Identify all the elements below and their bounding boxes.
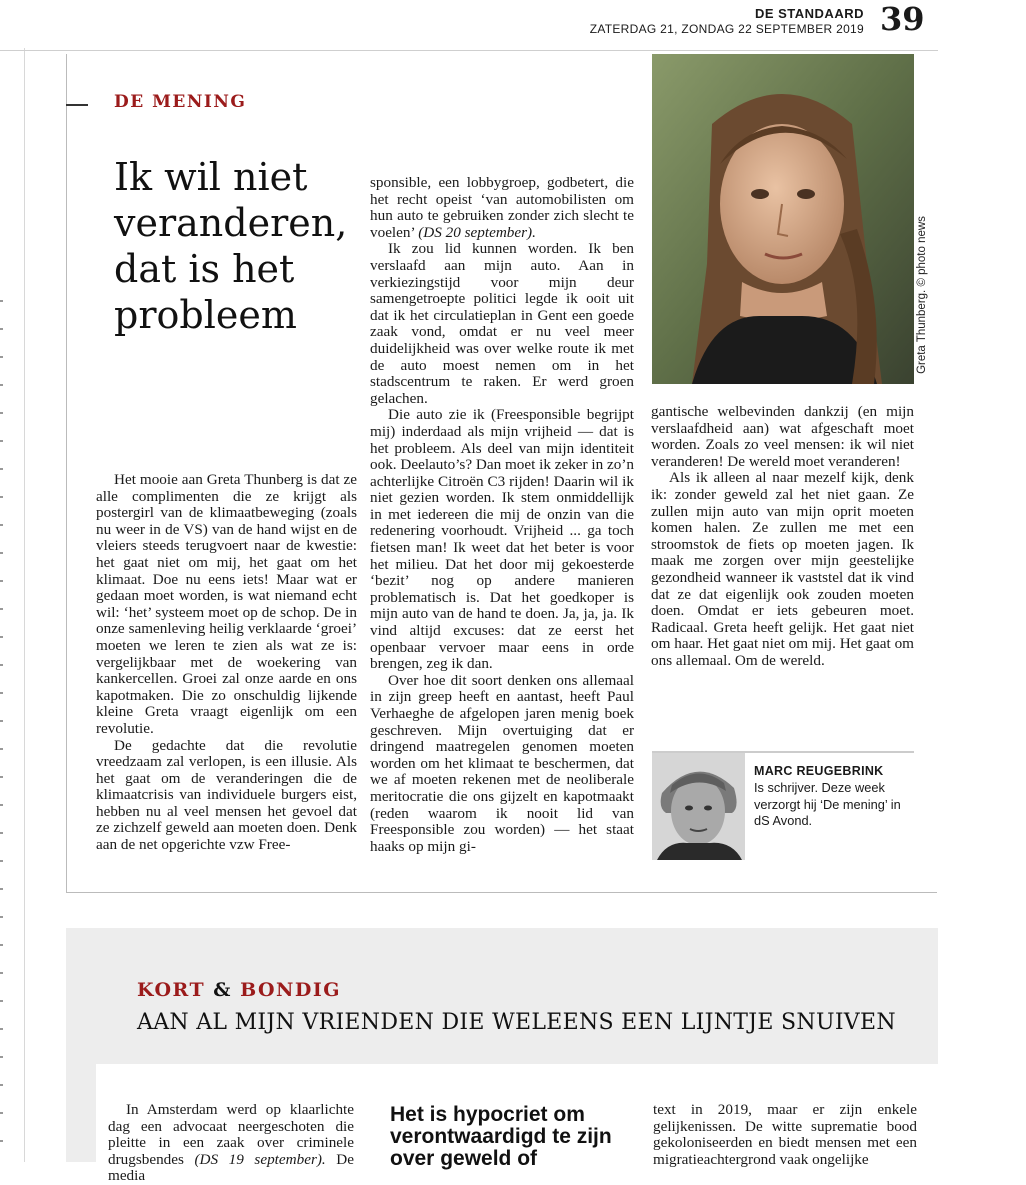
author-bio: Is schrijver. Deze week verzorgt hij ‘De mening’ in dS Avond. <box>754 780 901 828</box>
page-number: 39 <box>880 0 925 38</box>
masthead <box>590 6 864 36</box>
pull-quote: Het is hypocriet om verontwaardigd te zijn over geweld of <box>390 1103 612 1170</box>
kicker-word: BONDIG <box>240 979 341 1001</box>
kort-bondig-column-1 <box>108 1102 354 1185</box>
kicker-ampersand: & <box>213 979 232 1001</box>
article-kicker: DE MENING <box>114 92 247 112</box>
kicker-dash <box>66 104 88 106</box>
paragraph: Als ik alleen al naar mezelf kijk, denk ik: zonder geweld zal het niet gaan. Ze zullen mijn auto van mijn oprit moeten komen halen. Ze zullen me met een stroomstok de fiets op moeten jagen. Ik maak me zorgen over mijn geestelijke gezondheid wanneer ik vaststel dat ik vind dat ze dat eigenlijk ook zouden moeten doen. Omdat er iets gebeuren moet. Radicaal. Greta heeft gelijk. Het gaat niet om haar. Het gaat niet om mij. Het gaat om ons allemaal. Om de wereld. <box>651 469 914 669</box>
citation: (DS 19 september). <box>194 1150 326 1168</box>
article-column-3 <box>651 404 914 670</box>
kort-bondig-kicker <box>137 979 341 1001</box>
author-photo <box>652 753 745 860</box>
newspaper-name: DE STANDAARD <box>754 6 864 21</box>
kort-bondig-column-3: text in 2019, maar er zijn enkele gelijkenissen. De witte suprematie bood gekoloniseerden en biedt mensen met een migratieachtergrond vaak ongelijke <box>653 1101 917 1168</box>
issue-date: ZATERDAG 21, ZONDAG 22 SEPTEMBER 2019 <box>589 22 864 36</box>
page-margin-rule <box>24 48 25 1162</box>
article-headline: Ik wil niet veranderen, dat is het probleem <box>114 155 348 337</box>
paragraph: Ik zou lid kunnen worden. Ik ben verslaafd aan mijn auto. Aan in verkiezingstijd voor mijn deur samengetroepte politici legde ik ooit uit dat ik het circulatieplan in Gent een goede zaak vond, omdat er nu veel meer duidelijkheid was over welke route ik met de auto moest nemen om in het stadscentrum te raken. Er werd groen gelachen. <box>370 240 634 407</box>
article-column-2 <box>370 175 634 855</box>
paragraph-text: sponsible, een lobbygroep, godbetert, die het recht opeist ‘van automobilisten om hun auto te gebruiken zonder zich slecht te voelen’ <box>370 174 634 241</box>
paragraph: gantische welbevinden dankzij (en mijn verslaafdheid aan) wat afgeschaft moet worden. Zoals zo veel mensen: ik wil niet veranderen! De wereld moet veranderen! <box>651 403 914 470</box>
header-rule <box>0 50 938 51</box>
kort-bondig-headline: AAN AL MIJN VRIENDEN DIE WELEENS EEN LIJNTJE SNUIVEN <box>137 1010 896 1035</box>
paragraph <box>370 175 634 241</box>
photo-credit: Greta Thunberg. © photo news <box>916 216 928 374</box>
citation: (DS 20 september). <box>418 223 536 241</box>
author-name: MARC REUGEBRINK <box>754 764 884 778</box>
page-margin-ticks <box>0 300 3 1162</box>
article-column-1 <box>96 472 357 854</box>
author-portrait <box>652 753 745 860</box>
paragraph-text: In Amsterdam werd op klaarlichte dag een advocaat neergeschoten die pleitte in een zaak over criminele drugsbendes <box>108 1101 354 1168</box>
paragraph: Het mooie aan Greta Thunberg is dat ze alle complimenten die ze krijgt als postergirl van de klimaatbeweging (zoals nu weer in de VS) van de hand wijst en de vleiers steeds terugvoert naar de kwestie: het gaat niet om mij, het gaat om het klimaat. Doe nu eens iets! Maar wat er gedaan moet worden, is wat niemand echt wil: ‘het’ systeem moet op de schop. De in onze samenleving heilig verklaarde ‘groei’ moeten we leren te zien als wat ze is: vergelijkbaar met de woekering van kankercellen. Groei zal onze aarde en ons kapotmaken. Die zo onschuldig lijkende kleine Greta vraagt eigenlijk om een revolutie. <box>96 471 357 737</box>
paragraph: Over hoe dit soort denken ons allemaal in zijn greep heeft en aantast, heeft Paul Verhaeghe de afgelopen jaren menig boek geschreven. Mijn overtuiging dat er dringend maatregelen genomen moeten worden om het klimaat te beschermen, dat we af moeten rekenen met de neoliberale meritocratie die ons gijzelt en kapotmaakt (reden waarom ik nooit lid van Freesponsible zou worden) — het staat haaks op mijn gi- <box>370 671 634 855</box>
paragraph: Die auto zie ik (Freesponsible begrijpt mij) inderdaad als mijn vrijheid — dat is het probleem. Als deel van mijn identiteit ook. Deelauto’s? Dan moet ik zeker in zo’n achterlijke Citroën C3 rijden! Daarin wil ik niet gezien worden. Ik stem onmiddellijk in met iedereen die mij de onzin van die redenering voorhoudt. Vrijheid ... ga toch fietsen man! Ik weet dat het beter is voor het milieu. Dat het door mij gekoesterde ‘bezit’ nog op andere manieren problematisch is. Dat het goedkoper is mijn auto van de hand te doen. Ja, ja, ja. Ik vind altijd excuses: dat ze eerst het openbaar vervoer maar eens in orde brengen, zeg ik dan. <box>370 406 635 673</box>
paragraph: De gedachte dat die revolutie vreedzaam zal verlopen, is een illusie. Als het gaat om de veranderingen die de klimaatcrisis van individuele burgers eist, hebben nu al veel mensen het gevoel dat ze zichzelf geweld aan moeten doen. Denk aan de net opgerichte vzw Free- <box>96 736 357 854</box>
kicker-word: KORT <box>137 979 206 1001</box>
article-photo <box>652 54 914 384</box>
portrait-illustration <box>652 54 914 384</box>
paragraph-text: De media <box>108 1150 354 1185</box>
